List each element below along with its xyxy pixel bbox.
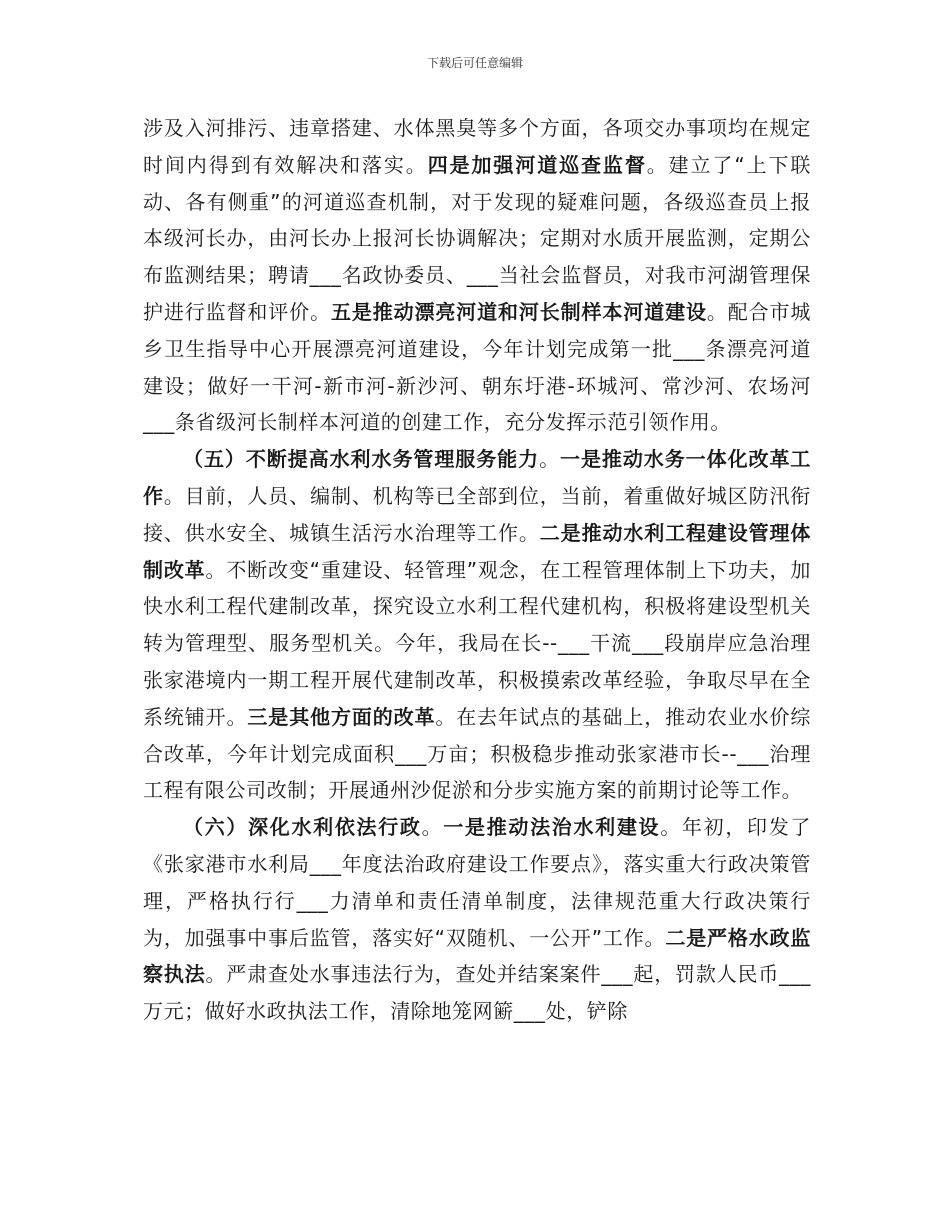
text-segment: 。	[421, 815, 444, 840]
text-segment: 。配合市城乡卫生指导中心开展漂亮河道建设，今年计划完成第一批___条漂亮河道建设；做好一干河-新市河-新沙河、朝东圩港-环城河、常沙河、农场河___条省级河长制样本河道的创建工作，充分发挥示范引领作用。	[143, 299, 811, 435]
bold-heading: 一是推动水务一体化改革工作	[143, 447, 812, 508]
document-body	[143, 110, 811, 1030]
bold-heading: 二是推动水利工程建设管理体制改革	[143, 520, 811, 582]
paragraph-1	[143, 110, 811, 441]
text-segment: 。年初，印发了《张家港市水利局___年度法治政府建设工作要点》，落实重大行政决策管理，严格执行行___力清单和责任清单制度，法律规范重大行政决策行为，加强事中事后监管，落实好“双随机、一公开”工作。	[143, 815, 812, 950]
bold-heading: 五是推动漂亮河道和河长制样本河道建设	[330, 299, 707, 324]
bold-heading: 三是其他方面的改革	[247, 704, 436, 729]
text-segment: 。	[539, 447, 561, 472]
bold-heading: 二是严格水政监察执法	[143, 925, 811, 987]
paragraph-2	[143, 441, 811, 809]
text-segment: 。目前，人员、编制、机构等已全部到位，当前，着重做好城区防汛衔接、供水安全、城镇生活污水治理等工作。	[143, 483, 811, 545]
text-segment: 。在去年试点的基础上，推动农业水价综合改革，今年计划完成面积___万亩；积极稳步推动张家港市长--___治理工程有限公司改制；开展通州沙促淤和分步实施方案的前期讨论等工作。	[143, 704, 811, 803]
page-header: 下载后可任意编辑	[426, 56, 523, 70]
bold-heading: 一是推动法治水利建设	[443, 815, 661, 840]
text-segment: 。建立了“上下联动、各有侧重”的河道巡查机制，对于发现的疑难问题，各级巡查员上报本级河长办，由河长办上报河长协调解决；定期对水质开展监测，定期公布监测结果；聘请___名政协委员、___当社会监督员，对我市河湖管理保护进行监督和评价。	[143, 152, 811, 324]
text-segment: 。不断改变“重建设、轻管理”观念，在工程管理体制上下功夫，加快水利工程代建制改革，探究设立水利工程代建机构，积极将建设型机关转为管理型、服务型机关。今年，我局在长--___干流___段崩岸应急治理张家港境内一期工程开展代建制改革，积极摸索改革经验，争取尽早在全系统铺开。	[143, 557, 811, 729]
section-heading: （五）不断提高水利水务管理服务能力	[183, 447, 540, 472]
text-segment: 。严肃查处水事违法行为，查处并结案案件___起，罚款人民币___万元；做好水政执法工作，清除地笼网簖___处，铲除	[143, 962, 811, 1024]
text-segment: 涉及入河排污、违章搭建、水体黑臭等多个方面，各项交办事项均在规定时间内得到有效解决和落实。	[143, 116, 811, 177]
section-heading: （六）深化水利依法行政	[183, 815, 422, 840]
bold-heading: 四是加强河道巡查监督	[427, 152, 647, 177]
paragraph-3	[143, 809, 811, 1030]
